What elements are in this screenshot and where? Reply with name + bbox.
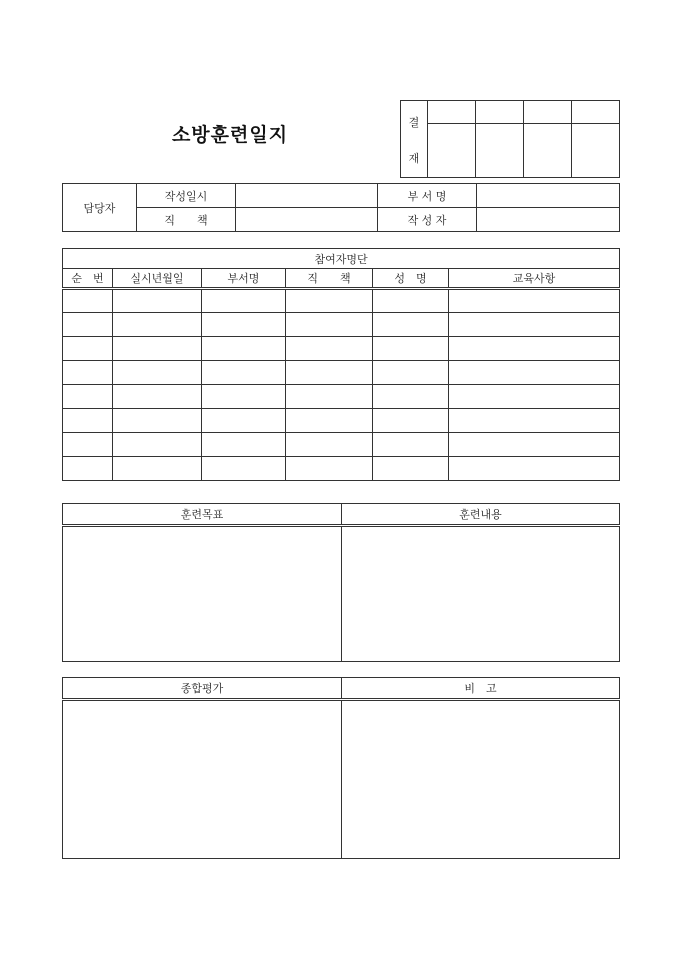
col-position: 직 책 — [286, 269, 373, 289]
position-field[interactable] — [236, 208, 378, 232]
table-row — [63, 433, 620, 457]
participants-heading: 참여자명단 — [63, 249, 620, 269]
approval-header-cell[interactable] — [524, 101, 572, 124]
participant-cell[interactable] — [449, 361, 620, 385]
participant-cell[interactable] — [373, 433, 449, 457]
participant-cell[interactable] — [63, 337, 113, 361]
participant-cell[interactable] — [63, 385, 113, 409]
participant-cell[interactable] — [373, 337, 449, 361]
written-date-label: 작성일시 — [137, 184, 236, 208]
participant-cell[interactable] — [286, 457, 373, 481]
participant-cell[interactable] — [202, 409, 286, 433]
page-title: 소방훈련일지 — [171, 124, 289, 146]
participant-cell[interactable] — [449, 313, 620, 337]
col-education: 교육사항 — [449, 269, 620, 289]
department-label: 부 서 명 — [378, 184, 477, 208]
participant-cell[interactable] — [286, 337, 373, 361]
approval-sign-cell[interactable] — [428, 124, 476, 178]
participant-cell[interactable] — [286, 433, 373, 457]
participant-cell[interactable] — [373, 289, 449, 313]
participant-cell[interactable] — [63, 433, 113, 457]
participant-cell[interactable] — [449, 409, 620, 433]
department-field[interactable] — [477, 184, 620, 208]
written-date-field[interactable] — [236, 184, 378, 208]
remarks-field[interactable] — [342, 700, 620, 859]
participant-cell[interactable] — [202, 385, 286, 409]
table-row — [63, 289, 620, 313]
participant-cell[interactable] — [63, 409, 113, 433]
table-row — [63, 313, 620, 337]
participant-cell[interactable] — [286, 361, 373, 385]
participant-cell[interactable] — [286, 385, 373, 409]
participant-cell[interactable] — [449, 457, 620, 481]
participant-cell[interactable] — [449, 385, 620, 409]
participant-cell[interactable] — [286, 313, 373, 337]
training-content-field[interactable] — [342, 526, 620, 662]
author-field[interactable] — [477, 208, 620, 232]
approval-table — [400, 100, 620, 178]
table-row — [63, 385, 620, 409]
col-number: 순 번 — [63, 269, 113, 289]
approval-label-top: 결 — [408, 116, 420, 129]
training-content-label: 훈련내용 — [342, 504, 620, 526]
participant-cell[interactable] — [373, 313, 449, 337]
participant-cell[interactable] — [113, 313, 202, 337]
approval-label-bottom: 재 — [408, 152, 420, 165]
participant-cell[interactable] — [202, 361, 286, 385]
approval-sign-cell[interactable] — [572, 124, 620, 178]
participant-cell[interactable] — [202, 289, 286, 313]
approval-header-cell[interactable] — [428, 101, 476, 124]
remarks-label: 비 고 — [342, 678, 620, 700]
evaluation-table — [62, 677, 620, 859]
participant-cell[interactable] — [113, 337, 202, 361]
approval-label — [401, 101, 428, 178]
participant-cell[interactable] — [113, 289, 202, 313]
col-department: 부서명 — [202, 269, 286, 289]
participant-cell[interactable] — [113, 385, 202, 409]
manager-label: 담당자 — [63, 184, 137, 232]
overall-evaluation-field[interactable] — [63, 700, 342, 859]
col-name: 성 명 — [373, 269, 449, 289]
participant-cell[interactable] — [286, 289, 373, 313]
participant-cell[interactable] — [63, 289, 113, 313]
participant-cell[interactable] — [113, 433, 202, 457]
participant-cell[interactable] — [113, 361, 202, 385]
col-date: 실시년월일 — [113, 269, 202, 289]
approval-sign-cell[interactable] — [524, 124, 572, 178]
participant-cell[interactable] — [113, 409, 202, 433]
overall-evaluation-label: 종합평가 — [63, 678, 342, 700]
training-goal-label: 훈련목표 — [63, 504, 342, 526]
approval-header-cell[interactable] — [476, 101, 524, 124]
participant-cell[interactable] — [373, 409, 449, 433]
training-goal-field[interactable] — [63, 526, 342, 662]
author-label: 작 성 자 — [378, 208, 477, 232]
table-row — [63, 409, 620, 433]
participant-cell[interactable] — [63, 457, 113, 481]
participant-cell[interactable] — [113, 457, 202, 481]
table-row — [63, 361, 620, 385]
participant-cell[interactable] — [63, 361, 113, 385]
participant-cell[interactable] — [373, 361, 449, 385]
participant-cell[interactable] — [449, 337, 620, 361]
info-table — [62, 183, 620, 232]
approval-header-cell[interactable] — [572, 101, 620, 124]
participants-table — [62, 248, 620, 481]
participant-cell[interactable] — [202, 337, 286, 361]
participant-cell[interactable] — [449, 289, 620, 313]
table-row — [63, 457, 620, 481]
table-row — [63, 337, 620, 361]
participant-cell[interactable] — [63, 313, 113, 337]
position-label: 직 책 — [137, 208, 236, 232]
participant-cell[interactable] — [202, 457, 286, 481]
participant-cell[interactable] — [449, 433, 620, 457]
participant-cell[interactable] — [202, 313, 286, 337]
participant-cell[interactable] — [373, 385, 449, 409]
participant-cell[interactable] — [286, 409, 373, 433]
participant-cell[interactable] — [202, 433, 286, 457]
approval-sign-cell[interactable] — [476, 124, 524, 178]
participant-cell[interactable] — [373, 457, 449, 481]
training-table — [62, 503, 620, 662]
